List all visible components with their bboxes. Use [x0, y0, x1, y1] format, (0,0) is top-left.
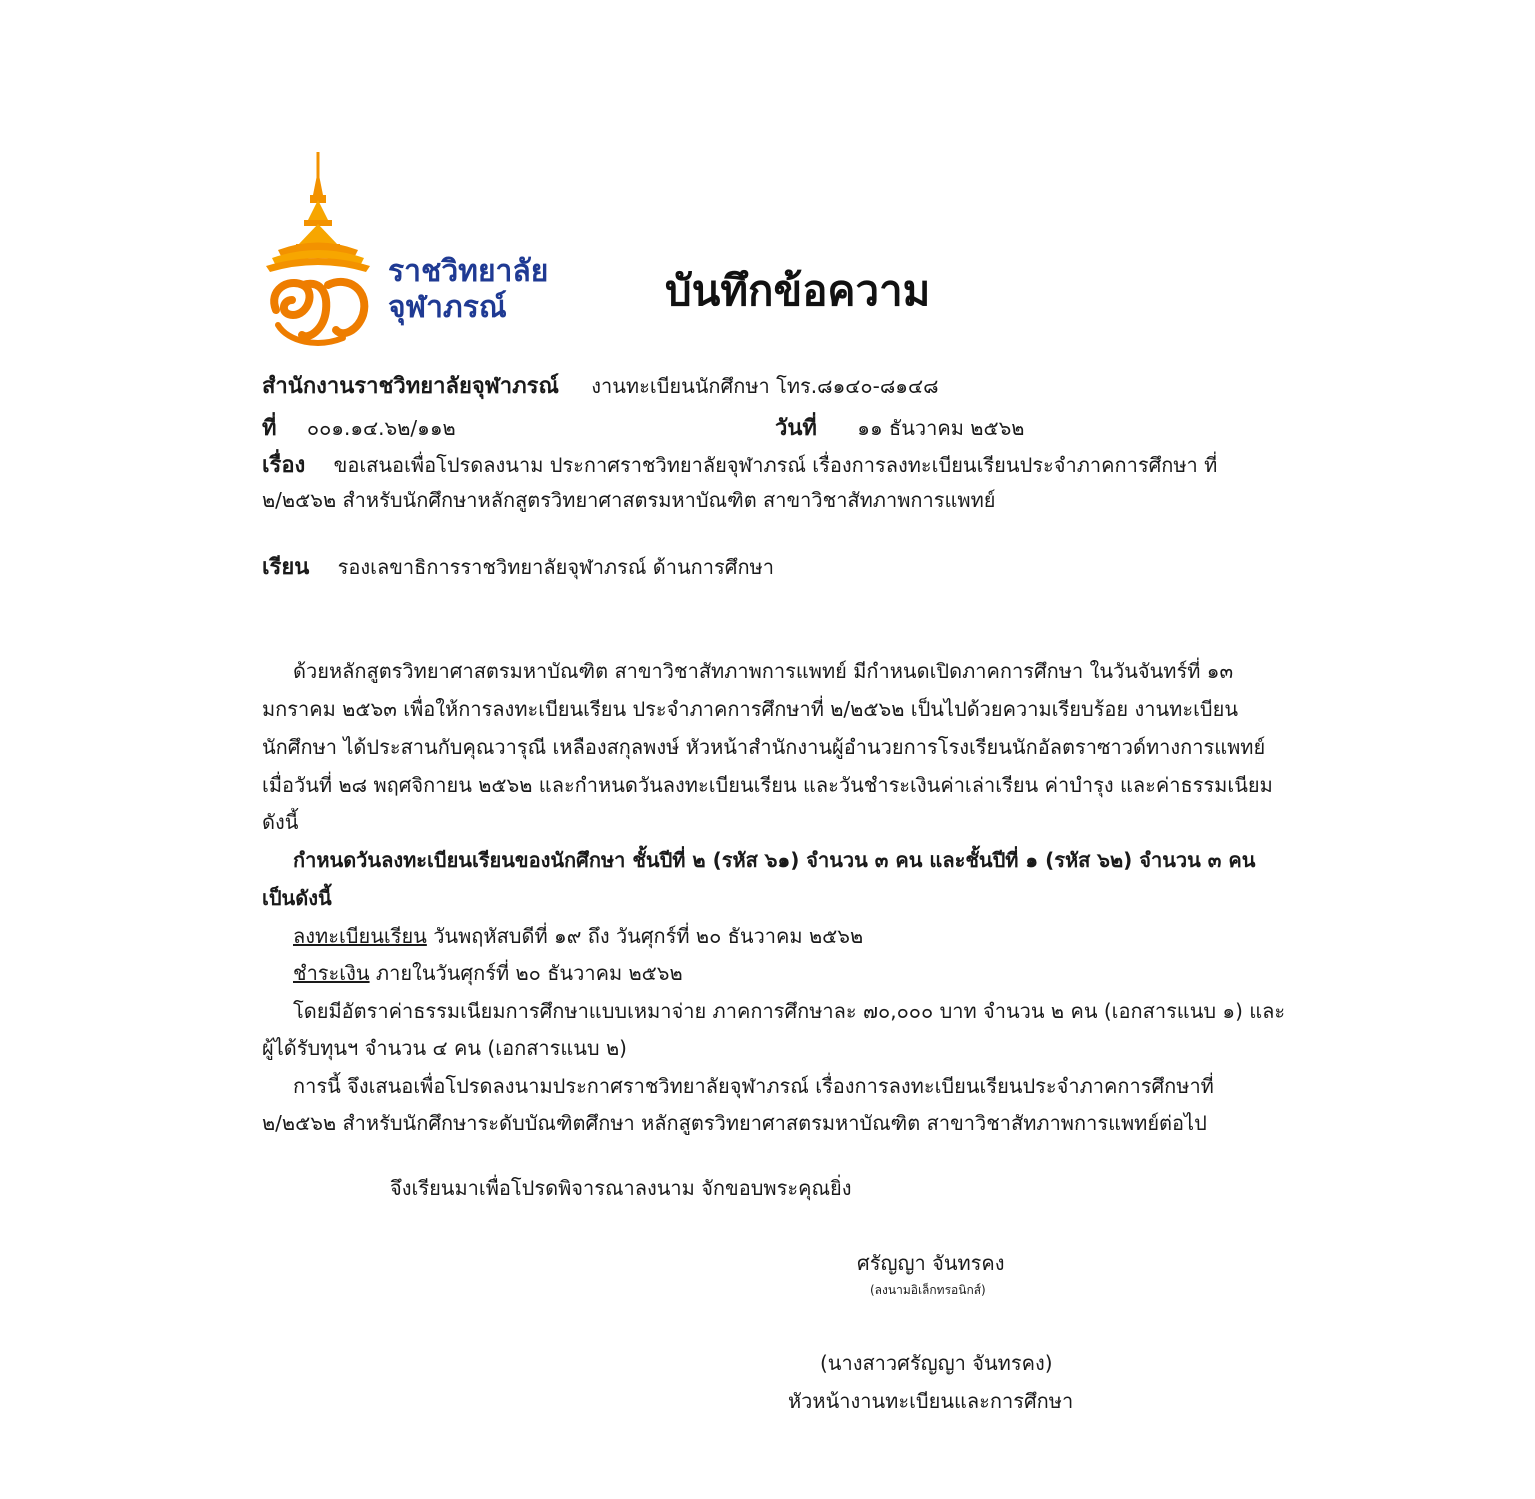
schedule-heading-line2: เป็นดังนี้ [262, 886, 332, 910]
registration-label: ลงทะเบียนเรียน [293, 924, 427, 948]
payment-value: ภายในวันศุกร์ที่ ๒๐ ธันวาคม ๒๕๖๒ [369, 961, 683, 985]
conclusion-line2: ๒/๒๕๖๒ สำหรับนักศึกษาระดับบัณฑิตศึกษา หลักสูตรวิทยาศาสตรมหาบัณฑิต สาขาวิชาสัทภาพการแพทย์ต่อไป [262, 1111, 1207, 1135]
date-label: วันที่ [775, 416, 817, 441]
e-signature-note: (ลงนามอิเล็กทรอนิกส์) [870, 1283, 986, 1297]
subject-row [262, 447, 1217, 482]
office-value: งานทะเบียนนักศึกษา โทร.๘๑๔๐-๘๑๔๘ [591, 374, 939, 398]
subject-line2: ๒/๒๕๖๒ สำหรับนักศึกษาหลักสูตรวิทยาศาสตรมหาบัณฑิต สาขาวิชาสัทภาพการแพทย์ [262, 488, 996, 512]
para1-line3: นักศึกษา ได้ประสานกับคุณวารุณี เหลืองสกุลพงษ์ หัวหน้าสำนักงานผู้อำนวยการโรงเรียนนักอัลตราซาวด์ทางการแพทย์ [262, 735, 1266, 759]
reference-no-value: ๐๐๑.๑๔.๖๒/๑๑๒ [306, 416, 456, 440]
recipient-label: เรียน [262, 555, 310, 580]
para1-line1: ด้วยหลักสูตรวิทยาศาสตรมหาบัณฑิต สาขาวิชาสัทภาพการแพทย์ มีกำหนดเปิดภาคการศึกษา ในวันจันทร์ที่ ๑๓ [293, 659, 1234, 683]
para1-line5: ดังนี้ [262, 810, 299, 834]
registration-value: วันพฤหัสบดีที่ ๑๙ ถึง วันศุกร์ที่ ๒๐ ธันวาคม ๒๕๖๒ [426, 924, 864, 948]
payment-label: ชำระเงิน [293, 961, 370, 985]
memo-title: บันทึกข้อความ [665, 266, 931, 315]
office-row [262, 368, 939, 403]
registration-row [293, 920, 863, 952]
reference-no-label: ที่ [262, 416, 277, 441]
payment-row [293, 957, 683, 989]
subject-line1: ขอเสนอเพื่อโปรดลงนาม ประกาศราชวิทยาลัยจุฬาภรณ์ เรื่องการลงทะเบียนเรียนประจำภาคการศึกษา ที่ [333, 453, 1218, 477]
para1-line2: มกราคม ๒๕๖๓ เพื่อให้การลงทะเบียนเรียน ประจำภาคการศึกษาที่ ๒/๒๕๖๒ เป็นไปด้วยความเรียบร้อย งานทะเบียน [262, 697, 1238, 721]
closing-sentence: จึงเรียนมาเพื่อโปรดพิจารณาลงนาม จักขอบพระคุณยิ่ง [390, 1176, 852, 1200]
crown-emblem-icon [258, 150, 378, 350]
signature-name: ศรัญญา จันทรคง [857, 1251, 1005, 1275]
fee-line1: โดยมีอัตราค่าธรรมเนียมการศึกษาแบบเหมาจ่าย ภาคการศึกษาละ ๗๐,๐๐๐ บาท จำนวน ๒ คน (เอกสารแนบ ๑) และ [293, 999, 1286, 1023]
conclusion-line1: การนี้ จึงเสนอเพื่อโปรดลงนามประกาศราชวิทยาลัยจุฬาภรณ์ เรื่องการลงทะเบียนเรียนประจำภาคการศึกษาที่ [293, 1074, 1214, 1098]
institution-name-line1: ราชวิทยาลัย [388, 254, 549, 289]
fee-line2: ผู้ได้รับทุนฯ จำนวน ๔ คน (เอกสารแนบ ๒) [262, 1036, 627, 1060]
office-label: สำนักงานราชวิทยาลัยจุฬาภรณ์ [262, 374, 559, 399]
date-value: ๑๑ ธันวาคม ๒๕๖๒ [857, 416, 1025, 440]
institution-name-line2: จุฬาภรณ์ [388, 290, 507, 325]
signatory-full-name: (นางสาวศรัญญา จันทรคง) [820, 1351, 1053, 1375]
date-row [775, 410, 1024, 445]
signatory-position: หัวหน้างานทะเบียนและการศึกษา [788, 1389, 1074, 1413]
subject-label: เรื่อง [262, 453, 306, 478]
reference-row [262, 410, 456, 445]
schedule-heading-line1: กำหนดวันลงทะเบียนเรียนของนักศึกษา ชั้นปีที่ ๒ (รหัส ๖๑) จำนวน ๓ คน และชั้นปีที่ ๑ (รหัส ๖๒) จำนวน ๓ คน [293, 848, 1256, 872]
recipient-value: รองเลขาธิการราชวิทยาลัยจุฬาภรณ์ ด้านการศึกษา [337, 555, 774, 579]
para1-line4: เมื่อวันที่ ๒๘ พฤศจิกายน ๒๕๖๒ และกำหนดวันลงทะเบียนเรียน และวันชำระเงินค่าเล่าเรียน ค่าบำรุง และค่าธรรมเนียม [262, 773, 1273, 797]
recipient-row [262, 549, 774, 584]
